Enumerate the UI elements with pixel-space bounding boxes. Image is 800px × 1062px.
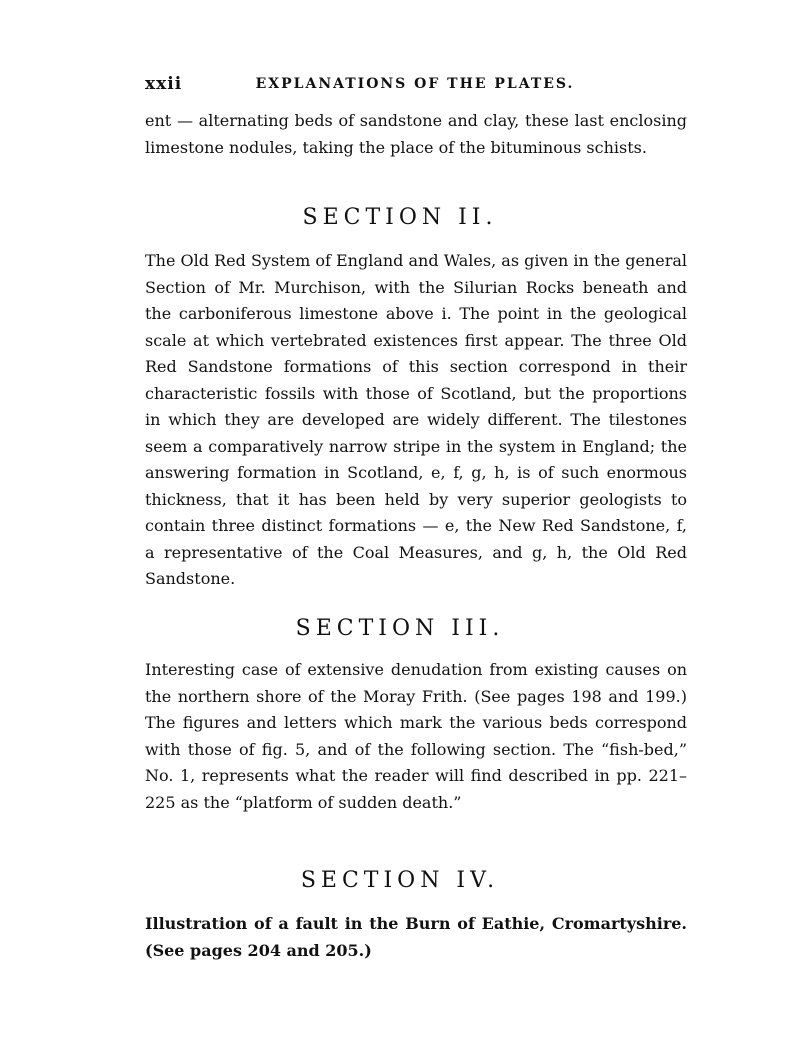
running-head-title: EXPLANATIONS OF THE PLATES. (255, 76, 575, 92)
section-body-2: The Old Red System of England and Wales, as given in the general Section of Mr. Murchison, with the Silurian Rocks beneath and the carboniferous limestone above i. The point in the geological scale at which vertebrated existences first appear. The three Old Red Sandstone formations of this section correspond in their characteristic fossils with those of Scotland, but the proportions in which they are developed are widely different. The tilestones seem a comparatively narrow stripe in the system in England; the answering formation in Scotland, e, f, g, h, is of such enormous thickness, that it has been held by very superior geologists to contain three distinct formations — e, the New Red Sandstone, f, a representative of the Coal Measures, and g, h, the Old Red Sandstone. (145, 251, 687, 588)
section-heading-3: SECTION III. (295, 616, 505, 641)
section-body-3: Interesting case of extensive denudation from existing causes on the northern shore of the Moray Frith. (See pages 198 and 199.) The figures and letters which mark the various beds correspond with those of fig. 5, and of the following section. The “fish-bed,” No. 1, represents what the reader will find described in pp. 221–225 as the “platform of sudden death.” (145, 660, 687, 812)
section-heading-2: SECTION II. (302, 205, 498, 230)
section-body-4: Illustration of a fault in the Burn of Eathie, Cromartyshire. (See pages 204 and 205.) (145, 914, 687, 960)
continuation-paragraph: ent — alternating beds of sandstone and clay, these last enclosing limestone nodules, taking the place of the bituminous schists. (145, 111, 687, 157)
running-head (145, 74, 685, 98)
section-heading-4: SECTION IV. (300, 868, 500, 893)
page-number: xxii (145, 74, 183, 94)
